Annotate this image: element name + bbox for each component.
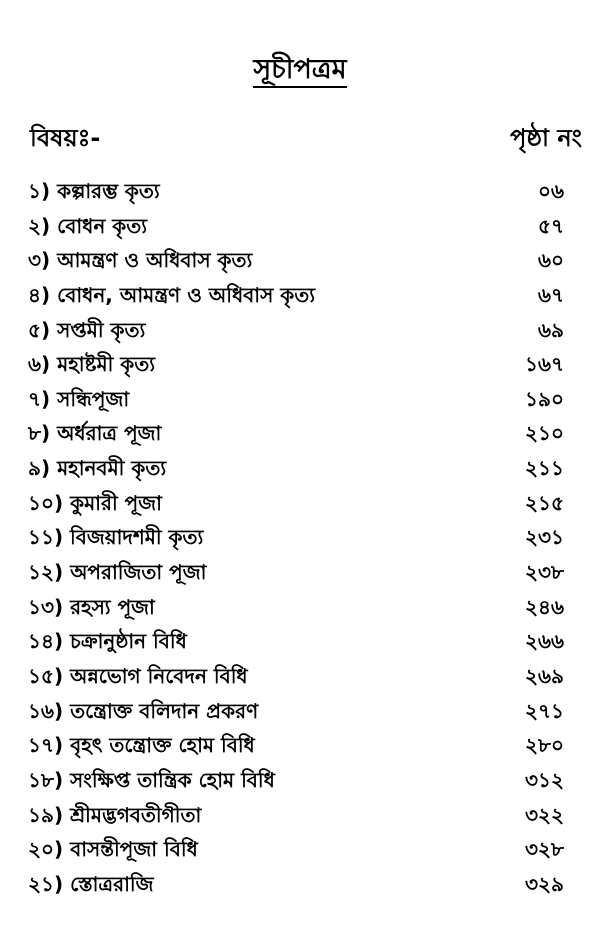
toc-entry [0, 174, 600, 209]
toc-entry-title: ২) বোধন কৃত্য [28, 213, 148, 238]
toc-entry [0, 313, 600, 348]
toc-list [0, 174, 600, 901]
toc-entry-title: ৯) মহানবমী কৃত্য [28, 456, 167, 481]
toc-entry [0, 659, 600, 694]
toc-entry [0, 555, 600, 590]
toc-entry [0, 832, 600, 867]
toc-entry [0, 624, 600, 659]
toc-entry [0, 763, 600, 798]
page-title-text: সূচীপত্রম [253, 54, 346, 88]
toc-entry [0, 451, 600, 486]
toc-entry-page-number: ৬৭ [537, 282, 564, 307]
toc-entry [0, 798, 600, 833]
toc-entry-title: ১৪) চক্রানুষ্ঠান বিধি [28, 629, 187, 654]
toc-entry-title: ২১) স্তোত্ররাজি [28, 871, 154, 896]
toc-entry-page-number: ৩২৮ [525, 837, 564, 862]
toc-entry-page-number: ৩২২ [524, 802, 564, 827]
toc-entry-page-number: ২৬৬ [524, 629, 564, 654]
toc-entry-page-number: ২৮০ [525, 733, 564, 758]
toc-entry-page-number: ১৬৭ [525, 352, 564, 377]
toc-entry-page-number: ৫৭ [538, 213, 564, 238]
toc-entry-page-number: ৩১২ [525, 767, 564, 792]
toc-entry-page-number: ৩২৯ [525, 871, 564, 896]
toc-entry-title: ১২) অপরাজিতা পূজা [28, 560, 207, 585]
toc-entry-title: ১) কল্পারম্ভ কৃত্য [28, 179, 160, 203]
toc-entry [0, 867, 600, 902]
toc-entry-page-number: ০৬ [537, 179, 564, 203]
toc-entry-title: ৭) সন্ধিপূজা [28, 386, 130, 411]
toc-entry-title: ৬) মহাষ্টমী কৃত্য [28, 352, 156, 377]
toc-entry-page-number: ২৪৬ [525, 594, 564, 619]
toc-entry [0, 209, 600, 244]
toc-entry-page-number: ২১৫ [525, 490, 564, 515]
toc-entry-page-number: ১৯০ [525, 386, 564, 411]
subject-column-header: বিষয়ঃ- [30, 124, 101, 152]
toc-entry-title: ২০) বাসন্তীপূজা বিধি [28, 837, 198, 862]
toc-entry [0, 347, 600, 382]
toc-entry [0, 243, 600, 278]
toc-entry-title: ১৭) বৃহৎ তন্ত্রোক্ত হোম বিধি [28, 733, 255, 758]
toc-entry-page-number: ২৩১ [525, 525, 564, 550]
toc-entry-title: ৩) আমন্ত্রণ ও অধিবাস কৃত্য [28, 248, 253, 273]
page-title [0, 54, 600, 88]
toc-entry [0, 728, 600, 763]
toc-entry [0, 278, 600, 313]
toc-entry-page-number: ৬৯ [538, 317, 564, 342]
toc-entry [0, 382, 600, 417]
toc-entry-page-number: ২৭১ [525, 698, 564, 723]
toc-entry-title: ১৯) শ্রীমদ্ভগবতীগীতা [28, 802, 202, 827]
toc-entry-title: ১৬) তন্ত্রোক্ত বলিদান প্রকরণ [28, 698, 259, 723]
toc-entry-title: ৪) বোধন, আমন্ত্রণ ও অধিবাস কৃত্য [28, 282, 316, 307]
toc-entry-title: ১৮) সংক্ষিপ্ত তান্ত্রিক হোম বিধি [28, 767, 275, 792]
toc-entry [0, 416, 600, 451]
toc-entry-title: ১০) কুমারী পূজা [28, 490, 162, 515]
toc-entry-page-number: ২১১ [525, 456, 564, 481]
toc-entry-title: ১৩) রহস্য পূজা [28, 594, 155, 619]
toc-entry-title: ৫) সপ্তমী কৃত্য [28, 317, 146, 342]
toc-entry-title: ১৫) অন্নভোগ নিবেদন বিধি [28, 663, 248, 688]
toc-entry [0, 694, 600, 729]
toc-entry-page-number: ২৩৮ [525, 560, 564, 585]
toc-entry-page-number: ৬০ [537, 248, 564, 273]
toc-entry-title: ৮) অর্ধরাত্র পূজা [28, 421, 162, 446]
toc-entry-title: ১১) বিজয়াদশমী কৃত্য [28, 525, 204, 550]
toc-entry-page-number: ২৬৯ [525, 663, 564, 688]
toc-entry [0, 486, 600, 521]
toc-entry-page-number: ২১০ [525, 421, 564, 446]
toc-entry [0, 520, 600, 555]
toc-entry [0, 590, 600, 625]
page-number-column-header: পৃষ্ঠা নং [510, 124, 582, 152]
